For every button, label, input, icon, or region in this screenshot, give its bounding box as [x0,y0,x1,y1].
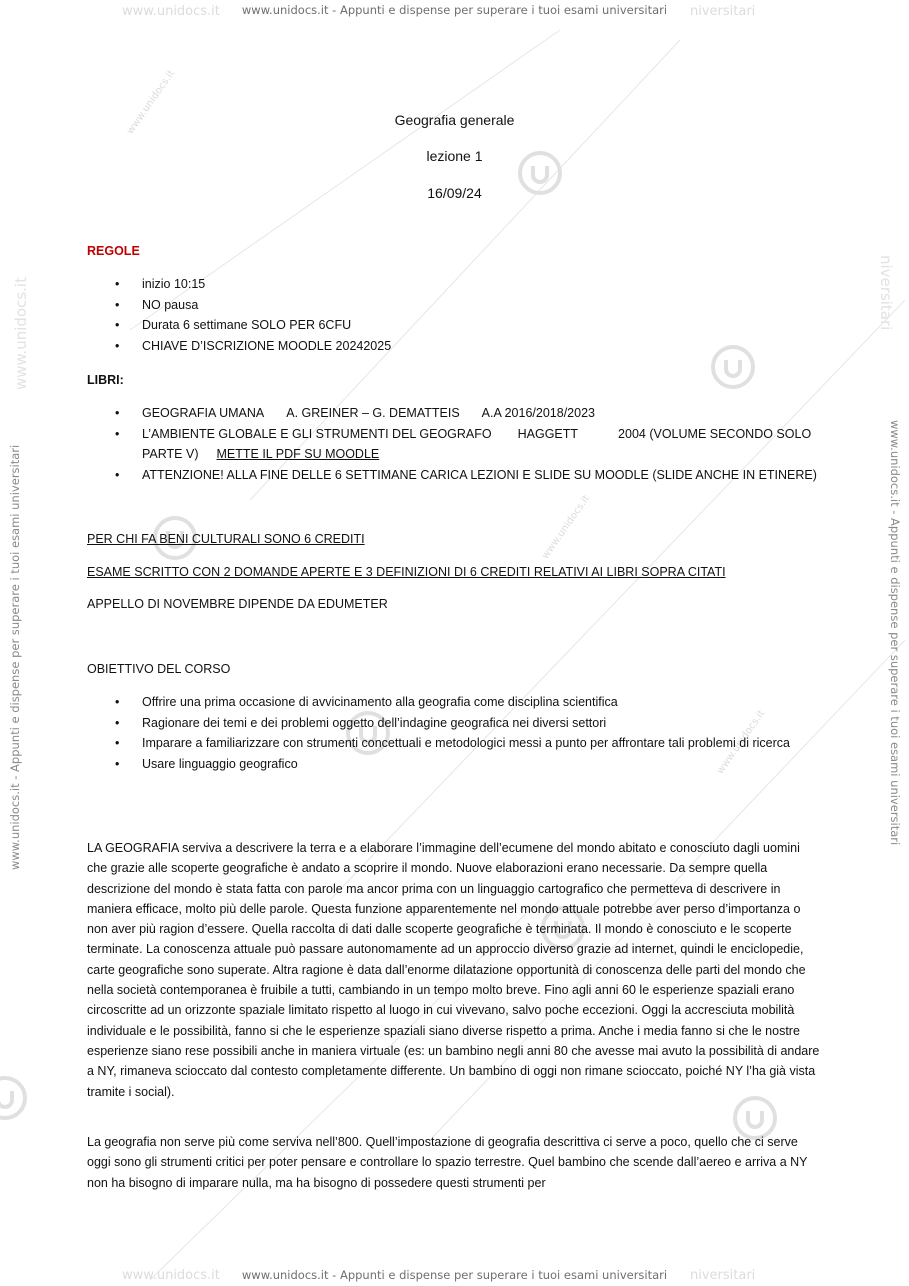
body-paragraph-1: LA GEOGRAFIA serviva a descrivere la terra e a elaborare l’immagine dell’ecumene del mondo abitato e conosciuto dagli uomini che grazie alle scoperte geografiche è andato a scoprire il mondo. Nuove elaborazioni erano necessarie. Da sempre quella descrizione del mondo è stata fatta con parole ma ancor prima con un linguaggio cartografico che permetteva di descrivere in maniera efficace, molto più delle parole. Questa funzione apparentemente nel mondo attuale potrebbe aver perso d’importanza o non aver più ragion d’essere. Quella raccolta di dati dalle scoperte geografiche è terminata. Il mondo è conosciuto e le scoperte terminate. La conoscenza attuale può passare autonomamente ad un approccio diverso grazie ad internet, quindi le enciclopedie, carte geografiche sono superate. Altra ragione è data dall’enorme dilatazione opportunità di conoscenza delle parti del mondo che nella società contemporanea è fruibile a tutti, cambiando in un tempo molto breve. Fino agli anni 60 le esperienze spaziali erano circoscritte ad un orizzonte spaziale limitato rispetto al luogo in cui vivevano, salvo poche eccezioni. Oggi la accresciuta mobilità individuale e le possibilità, fanno si che le esperienze spaziali siano diverse rispetto a prima. Anche i media fanno si che le nostre esperienze siano rese possibili anche in maniera virtuale (es: un bambino negli anni 80 che avesse mai avuto la possibilità di andare a NY, rimaneva scioccato dal contesto completamente differente. Un bambino di oggi non rimane scioccato, poiché NY l’ha già vista tramite i social). [87,841,820,1099]
watermark-small-1: www.unidocs.it [125,68,178,137]
objectives-heading: OBIETTIVO DEL CORSO [87,662,231,676]
objectives-list [87,692,822,777]
list-item: • Offrire una prima occasione di avvicinamento alla geografia come disciplina scientifica [87,692,822,713]
book-title: GEOGRAFIA UMANA [142,406,265,420]
rules-list [87,274,391,356]
watermark-banner-top: www.unidocs.it - Appunti e dispense per superare i tuoi esami universitari [241,3,668,17]
unidocs-logo-icon [710,344,756,390]
list-item: • Imparare a familiarizzare con strumenti concettuali e metodologici messi a punto per affrontare tali problemi di ricerca [87,733,822,754]
watermark-ghost-top-right: niversitari [690,4,756,19]
watermark-side-ghost-left: www.unidocs.it [12,277,30,390]
list-item: • Ragionare dei temi e dei problemi oggetto dell’indagine geografica nei diversi settori [87,713,822,734]
watermark-side-left: www.unidocs.it - Appunti e dispense per superare i tuoi esami universitari [8,444,22,870]
watermark-side-right: www.unidocs.it - Appunti e dispense per superare i tuoi esami universitari [888,420,902,846]
lesson-number: lezione 1 [426,148,483,164]
list-item: • ATTENZIONE! ALLA FINE DELLE 6 SETTIMANE CARICA LEZIONI E SLIDE SU MOODLE (SLIDE ANCHE IN ETINERE) [87,465,822,486]
watermark-banner-bottom: www.unidocs.it - Appunti e dispense per superare i tuoi esami universitari [241,1268,668,1282]
watermark-ghost-bottom-right: niversitari [690,1268,756,1283]
credits-info: PER CHI FA BENI CULTURALI SONO 6 CREDITI [87,532,365,546]
book-title: L’AMBIENTE GLOBALE E GLI STRUMENTI DEL GEOGRAFO [142,426,492,441]
watermark-ghost-bottom-left: www.unidocs.it [122,1268,220,1283]
document-title: Geografia generale [394,112,515,128]
rules-heading: REGOLE [87,244,140,258]
list-item [87,403,822,424]
watermark-small-3: www.unidocs.it [715,708,768,777]
list-item: • inizio 10:15 [87,274,391,295]
book-year: 2004 (VOLUME SECONDO SOLO [618,426,812,441]
book-note: METTE IL PDF SU MOODLE [216,447,380,461]
book-years: A.A 2016/2018/2023 [481,406,595,420]
book-continuation: PARTE V) [142,447,199,461]
list-item: • Usare linguaggio geografico [87,754,822,775]
lesson-date: 16/09/24 [427,185,482,201]
list-item [87,424,822,465]
exam-info: ESAME SCRITTO CON 2 DOMANDE APERTE E 3 DEFINIZIONI DI 6 CREDITI RELATIVI AI LIBRI SOPRA CITATI [87,565,726,579]
watermark-small-2: www.unidocs.it [540,493,593,562]
book-authors: A. GREINER – G. DEMATTEIS [286,406,460,420]
watermark-side-ghost-right: niversitari [877,255,895,331]
book-author: HAGGETT [517,426,579,441]
list-item: • Durata 6 settimane SOLO PER 6CFU [87,315,391,336]
list-item: • NO pausa [87,295,391,316]
books-heading: LIBRI: [87,373,124,387]
unidocs-logo-icon [0,1075,28,1121]
appello-info: APPELLO DI NOVEMBRE DIPENDE DA EDUMETER [87,597,388,611]
list-item: • CHIAVE D’ISCRIZIONE MOODLE 20242025 [87,336,391,357]
watermark-ghost-top-left: www.unidocs.it [122,4,220,19]
body-paragraph-2: La geografia non serve più come serviva nell’800. Quell’impostazione di geografia descrittiva ci serve a poco, quello che ci serve oggi sono gli strumenti critici per poter pensare e controllare lo spazio terrestre. Quel bambino che scende dall’aereo e arriva a NY non ha bisogno di imparare nulla, ma ha bisogno di possedere questi strumenti per [87,1135,808,1190]
books-list [87,403,822,485]
